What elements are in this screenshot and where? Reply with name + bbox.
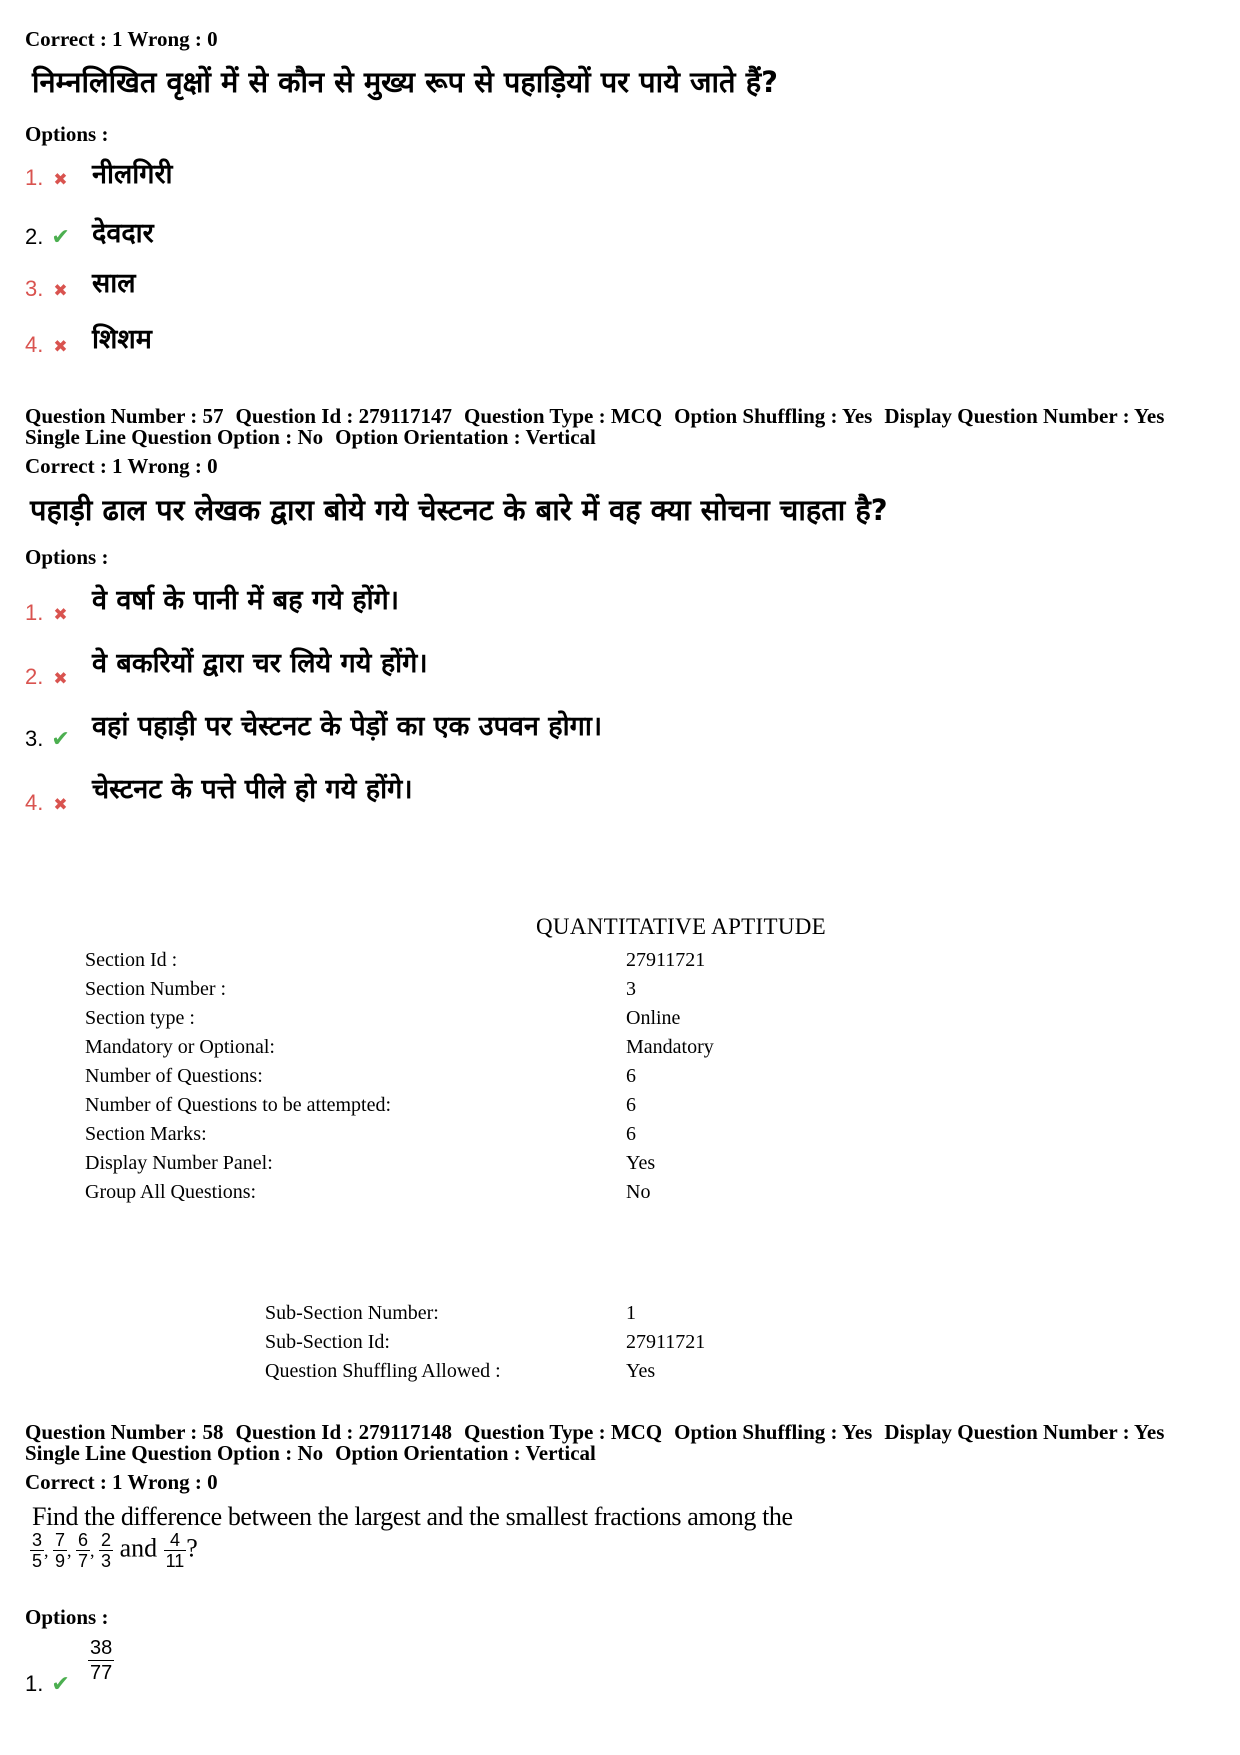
- option-text: वहां पहाड़ी पर चेस्टनट के पेड़ों का एक उपवन होगा।: [92, 711, 603, 742]
- option-row: [25, 224, 70, 250]
- option-number: 3.: [25, 276, 44, 301]
- fraction: $\frac{3}{5}$: [32, 1530, 43, 1571]
- wrong-mark-icon: ✖: [53, 795, 68, 815]
- wrong-mark-icon: ✖: [53, 281, 68, 301]
- info-label: Sub-Section Id:: [265, 1331, 390, 1353]
- option-number: 4.: [25, 790, 44, 815]
- option-text: देवदार: [92, 218, 154, 249]
- option-row: [25, 600, 68, 626]
- info-label: Mandatory or Optional:: [85, 1036, 275, 1058]
- correct-wrong-line: Correct : 1 Wrong : 0: [25, 454, 218, 478]
- option-row: [25, 332, 68, 358]
- option-text: नीलगिरी: [92, 159, 173, 190]
- option-number: 4.: [25, 332, 44, 357]
- info-label: Number of Questions to be attempted:: [85, 1094, 392, 1116]
- and-word: and: [119, 1533, 158, 1563]
- info-value: 6: [626, 1123, 636, 1145]
- question-text: पहाड़ी ढाल पर लेखक द्वारा बोये गये चेस्टनट के बारे में वह क्या सोचना चाहता है?: [30, 493, 888, 527]
- fraction: $\frac{4}{11}$: [165, 1530, 185, 1571]
- correct-wrong-line: Correct : 1 Wrong : 0: [25, 1470, 218, 1494]
- option-number: 3.: [25, 726, 44, 751]
- info-label: Section Id :: [85, 949, 178, 971]
- question-meta-line2: Single Line Question Option : No Option Orientation : Vertical: [25, 1441, 596, 1465]
- info-label: Question Shuffling Allowed :: [265, 1360, 501, 1382]
- info-label: Group All Questions:: [85, 1181, 257, 1203]
- fraction: $\frac{2}{3}$: [101, 1530, 112, 1571]
- fraction-list: $\frac{3}{5}$ , $\frac{7}{9}$ , $\frac{6}{7}$ , $\frac{2}{3}$ and $\frac{4}{11}$ ?: [32, 1530, 198, 1571]
- option-text: साल: [92, 268, 136, 299]
- option-number: 2.: [25, 224, 44, 249]
- wrong-mark-icon: ✖: [53, 170, 68, 190]
- info-label: Section Marks:: [85, 1123, 207, 1145]
- info-value: Online: [626, 1007, 681, 1029]
- info-value: Yes: [626, 1152, 656, 1174]
- options-label: Options :: [25, 545, 109, 569]
- correct-mark-icon: ✔: [51, 1672, 70, 1697]
- question-meta-line1: Question Number : 57 Question Id : 279117147 Question Type : MCQ Option Shuffling : Yes Display Question Number : Yes: [25, 404, 1165, 428]
- info-label: Sub-Section Number:: [265, 1302, 439, 1324]
- question-text: Find the difference between the largest and the smallest fractions among the: [32, 1502, 793, 1531]
- option-number: 1.: [25, 165, 44, 190]
- info-value: No: [626, 1181, 651, 1203]
- option-row: [25, 276, 68, 302]
- info-value: Mandatory: [626, 1036, 714, 1058]
- section-title: QUANTITATIVE APTITUDE: [536, 914, 826, 939]
- info-value: 27911721: [626, 1331, 706, 1353]
- options-label: Options :: [25, 122, 109, 146]
- question-meta-line1: Question Number : 58 Question Id : 279117148 Question Type : MCQ Option Shuffling : Yes Display Question Number : Yes: [25, 1420, 1165, 1444]
- question-text: निम्नलिखित वृक्षों में से कौन से मुख्य रूप से पहाड़ियों पर पाये जाते हैं?: [32, 65, 778, 99]
- option-row: [25, 1671, 70, 1697]
- option-text: वे बकरियों द्वारा चर लिये गये होंगे।: [92, 648, 428, 679]
- question-meta-line2: Single Line Question Option : No Option Orientation : Vertical: [25, 425, 596, 449]
- option-number: 2.: [25, 664, 44, 689]
- option-text: चेस्टनट के पत्ते पीले हो गये होंगे।: [92, 774, 413, 805]
- info-value: 3: [626, 978, 636, 1000]
- option-number: 1.: [25, 600, 44, 625]
- info-label: Number of Questions:: [85, 1065, 263, 1087]
- options-label: Options :: [25, 1605, 109, 1629]
- info-value: 27911721: [626, 949, 706, 971]
- info-value: 6: [626, 1094, 636, 1116]
- info-label: Display Number Panel:: [85, 1152, 273, 1174]
- wrong-mark-icon: ✖: [53, 669, 68, 689]
- correct-mark-icon: ✔: [51, 727, 70, 752]
- wrong-mark-icon: ✖: [53, 605, 68, 625]
- option-number: 1.: [25, 1671, 44, 1696]
- option-text: वे वर्षा के पानी में बह गये होंगे।: [92, 585, 399, 616]
- info-value: 6: [626, 1065, 636, 1087]
- option-row: [25, 165, 68, 191]
- option-row: [25, 726, 70, 752]
- option-row: [25, 664, 68, 690]
- info-label: Section type :: [85, 1007, 195, 1029]
- option-text: शिशम: [92, 324, 152, 355]
- correct-wrong-line: Correct : 1 Wrong : 0: [25, 27, 218, 51]
- fraction: $\frac{6}{7}$: [78, 1530, 89, 1571]
- info-value: 1: [626, 1302, 636, 1324]
- option-row: [25, 790, 68, 816]
- info-label: Section Number :: [85, 978, 227, 1000]
- fraction: $\frac{7}{9}$: [55, 1530, 66, 1571]
- option-fraction: $\frac{38}{77}$: [90, 1637, 113, 1684]
- wrong-mark-icon: ✖: [53, 337, 68, 357]
- info-value: Yes: [626, 1360, 656, 1382]
- correct-mark-icon: ✔: [51, 225, 70, 250]
